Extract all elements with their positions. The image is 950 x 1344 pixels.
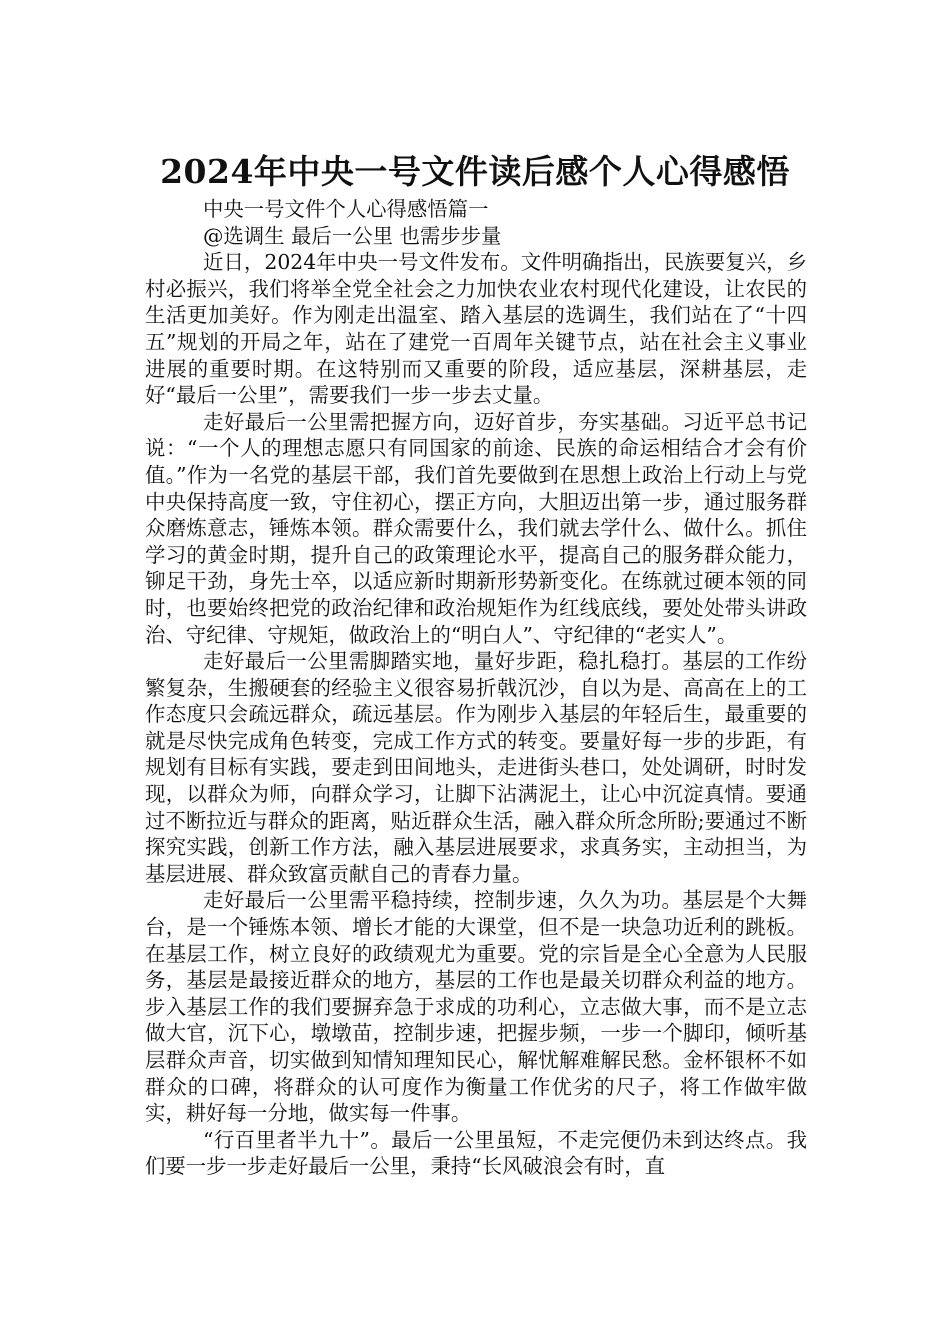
document-body xyxy=(145,196,807,1180)
paragraph: 近日，2024年中央一号文件发布。文件明确指出，民族要复兴，乡村必振兴，我们将举全党全社会之力加快农业农村现代化建设，让农民的生活更加美好。作为刚走出温室、踏入基层的选调生，我们站在了“十四五”规划的开局之年，站在了建党一百周年关键节点，站在社会主义事业进展的重要时期。在这特别而又重要的阶段，适应基层，深耕基层，走好“最后一公里”，需要我们一步一步去丈量。 xyxy=(145,250,807,408)
paragraph: 走好最后一公里需平稳持续，控制步速，久久为功。基层是个大舞台，是一个锤炼本领、增长才能的大课堂，但不是一块急功近利的跳板。在基层工作，树立良好的政绩观尤为重要。党的宗旨是全心全意为人民服务，基层是最接近群众的地方，基层的工作也是最关切群众利益的地方。步入基层工作的我们要摒弃急于求成的功利心，立志做大事，而不是立志做大官，沉下心，墩墩苗，控制步速，把握步频，一步一个脚印，倾听基层群众声音，切实做到知情知理知民心，解忧解难解民愁。金杯银杯不如群众的口碑，将群众的认可度作为衡量工作优劣的尺子，将工作做牢做实，耕好每一分地，做实每一件事。 xyxy=(145,888,807,1126)
sub-heading: @选调生 最后一公里 也需步步量 xyxy=(203,223,502,248)
paragraph: 走好最后一公里需脚踏实地，量好步距，稳扎稳打。基层的工作纷繁复杂，生搬硬套的经验主义很容易折戟沉沙，自以为是、高高在上的工作态度只会疏远群众，疏远基层。作为刚步入基层的年轻后生，最重要的就是尽快完成角色转变，完成工作方式的转变。要量好每一步的步距，有规划有目标有实践，要走到田间地头，走进街头巷口，处处调研，时时发现，以群众为师，向群众学习，让脚下沾满泥土，让心中沉淀真情。要通过不断拉近与群众的距离，贴近群众生活，融入群众所念所盼;要通过不断探究实践，创新工作方法，融入基层进展要求，求真务实，主动担当，为基层进展、群众致富贡献自己的青春力量。 xyxy=(145,649,807,886)
document-title: 2024年中央一号文件读后感个人心得感悟 xyxy=(160,152,790,192)
section-heading: 中央一号文件个人心得感悟篇一 xyxy=(203,197,489,221)
paragraph: 走好最后一公里需把握方向，迈好首步，夯实基础。习近平总书记说：“一个人的理想志愿只有同国家的前途、民族的命运相结合才会有价值。”作为一名党的基层干部，我们首先要做到在思想上政治上行动上与党中央保持高度一致，守住初心，摆正方向，大胆迈出第一步，通过服务群众磨炼意志，锤炼本领。群众需要什么，我们就去学什么、做什么。抓住学习的黄金时期，提升自己的政策理论水平，提高自己的服务群众能力，铆足干劲，身先士卒，以适应新时期新形势新变化。在练就过硬本领的同时，也要始终把党的政治纪律和政治规矩作为红线底线，要处处带头讲政治、守纪律、守规矩，做政治上的“明白人”、守纪律的“老实人”。 xyxy=(145,409,807,647)
paragraph: “行百里者半九十”。最后一公里虽短，不走完便仍未到达终点。我们要一步一步走好最后一公里，秉持“长风破浪会有时，直 xyxy=(145,1127,807,1179)
